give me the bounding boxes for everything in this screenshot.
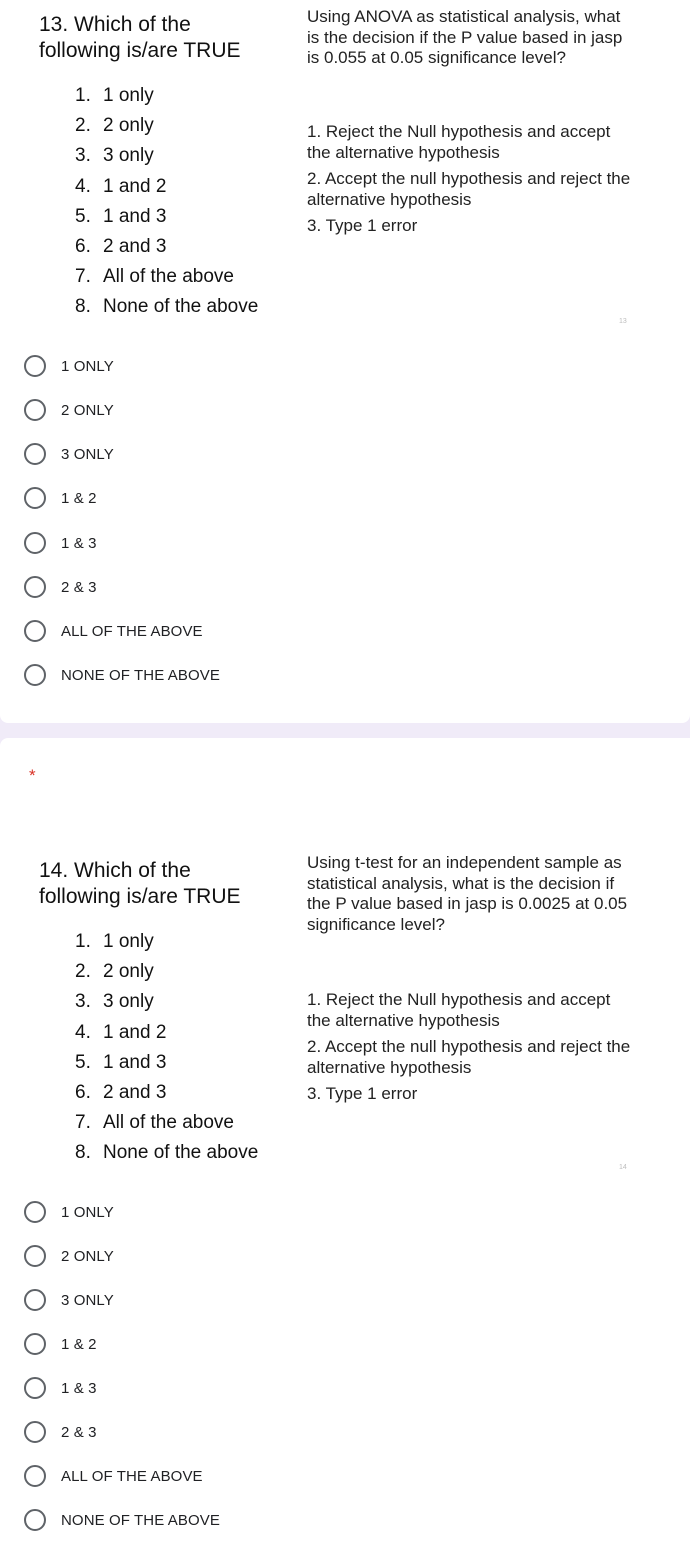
choice-label: 2 & 3	[61, 578, 97, 596]
choice-1-only[interactable]	[24, 1197, 114, 1227]
choice-label: 3 ONLY	[61, 1291, 114, 1309]
radio-icon[interactable]	[24, 1421, 46, 1443]
choice-label: 1 ONLY	[61, 357, 114, 375]
answer-key-item: 7. All of the above	[75, 1112, 234, 1134]
question-title-14	[39, 858, 279, 910]
choice-label: 1 & 3	[61, 1379, 97, 1397]
choice-label: 2 ONLY	[61, 401, 114, 419]
choice-2-only[interactable]	[24, 395, 114, 425]
question-title-line: 14. Which of the	[39, 859, 191, 882]
choice-2-only[interactable]	[24, 1241, 114, 1271]
radio-icon[interactable]	[24, 664, 46, 686]
answer-key-item: 6. 2 and 3	[75, 236, 167, 258]
answer-key-item: 4. 1 and 2	[75, 175, 167, 197]
statement: 2. Accept the null hypothesis and reject the alternative hypothesis	[307, 1037, 631, 1077]
answer-key-item: 3. 3 only	[75, 991, 154, 1013]
radio-icon[interactable]	[24, 1201, 46, 1223]
statements-13	[307, 122, 637, 243]
statement: 3. Type 1 error	[307, 1084, 418, 1103]
choice-label: NONE OF THE ABOVE	[61, 666, 220, 684]
answer-key-item: 8. None of the above	[75, 1142, 259, 1164]
radio-icon[interactable]	[24, 1509, 46, 1531]
required-asterisk: *	[29, 766, 36, 785]
radio-icon[interactable]	[24, 1289, 46, 1311]
answer-key-list-14	[75, 927, 258, 1169]
answer-key-item: 1. 1 only	[75, 85, 154, 106]
choice-label: 1 & 3	[61, 534, 97, 552]
question-image-13	[0, 0, 690, 330]
choice-1-and-2[interactable]	[24, 1329, 97, 1359]
radio-icon[interactable]	[24, 620, 46, 642]
question-image-14	[0, 846, 690, 1176]
statement: 3. Type 1 error	[307, 216, 418, 235]
choice-1-only[interactable]	[24, 351, 114, 381]
question-title-13	[39, 12, 279, 64]
choice-3-only[interactable]	[24, 439, 114, 469]
radio-icon[interactable]	[24, 1333, 46, 1355]
choice-2-and-3[interactable]	[24, 572, 97, 602]
question-scenario-13: Using ANOVA as statistical analysis, what is the decision if the P value based in jasp is 0.055 at 0.05 significance level?	[307, 7, 623, 67]
radio-icon[interactable]	[24, 355, 46, 377]
radio-icon[interactable]	[24, 443, 46, 465]
choice-label: ALL OF THE ABOVE	[61, 1467, 203, 1485]
question-title-line: following is/are TRUE	[39, 39, 241, 62]
choice-none-of-the-above[interactable]	[24, 660, 220, 690]
answer-key-item: 2. 2 only	[75, 961, 154, 983]
radio-icon[interactable]	[24, 532, 46, 554]
choice-label: NONE OF THE ABOVE	[61, 1511, 220, 1529]
answer-key-item: 4. 1 and 2	[75, 1021, 167, 1043]
answer-key-item: 8. None of the above	[75, 296, 259, 318]
statement: 2. Accept the null hypothesis and reject the alternative hypothesis	[307, 169, 631, 209]
page-mark: 14	[619, 1164, 627, 1171]
answer-key-item: 3. 3 only	[75, 145, 154, 167]
choice-all-of-the-above[interactable]	[24, 1461, 203, 1491]
answer-key-item: 1. 1 only	[75, 931, 154, 952]
choice-label: 1 & 2	[61, 489, 97, 507]
question-card-13	[0, 0, 690, 723]
statement: 1. Reject the Null hypothesis and accept the alternative hypothesis	[307, 990, 611, 1030]
choice-2-and-3[interactable]	[24, 1417, 97, 1447]
choice-all-of-the-above[interactable]	[24, 616, 203, 646]
choice-label: ALL OF THE ABOVE	[61, 622, 203, 640]
answer-key-item: 2. 2 only	[75, 115, 154, 137]
radio-icon[interactable]	[24, 1377, 46, 1399]
radio-icon[interactable]	[24, 1245, 46, 1267]
question-title-line: 13. Which of the	[39, 13, 191, 36]
choice-1-and-2[interactable]	[24, 483, 97, 513]
radio-icon[interactable]	[24, 487, 46, 509]
choice-1-and-3[interactable]	[24, 1373, 97, 1403]
radio-icon[interactable]	[24, 399, 46, 421]
answer-key-item: 5. 1 and 3	[75, 1051, 167, 1073]
question-title-line: following is/are TRUE	[39, 885, 241, 908]
choice-label: 1 ONLY	[61, 1203, 114, 1221]
answer-key-item: 5. 1 and 3	[75, 205, 167, 227]
radio-icon[interactable]	[24, 1465, 46, 1487]
choice-none-of-the-above[interactable]	[24, 1505, 220, 1535]
answer-key-list-13	[75, 81, 258, 323]
choice-label: 2 & 3	[61, 1423, 97, 1441]
choice-label: 3 ONLY	[61, 445, 114, 463]
question-scenario-14: Using t-test for an independent sample as statistical analysis, what is the decision if the P value based in jasp is 0.0025 at 0.05 significance level?	[307, 853, 628, 934]
question-card-14	[0, 738, 690, 1541]
statement: 1. Reject the Null hypothesis and accept the alternative hypothesis	[307, 122, 611, 162]
choice-3-only[interactable]	[24, 1285, 114, 1315]
page-mark: 13	[619, 318, 627, 325]
radio-icon[interactable]	[24, 576, 46, 598]
answer-key-item: 6. 2 and 3	[75, 1082, 167, 1104]
choice-label: 1 & 2	[61, 1335, 97, 1353]
choice-label: 2 ONLY	[61, 1247, 114, 1265]
statements-14	[307, 990, 637, 1111]
choice-1-and-3[interactable]	[24, 528, 97, 558]
answer-key-item: 7. All of the above	[75, 266, 234, 288]
